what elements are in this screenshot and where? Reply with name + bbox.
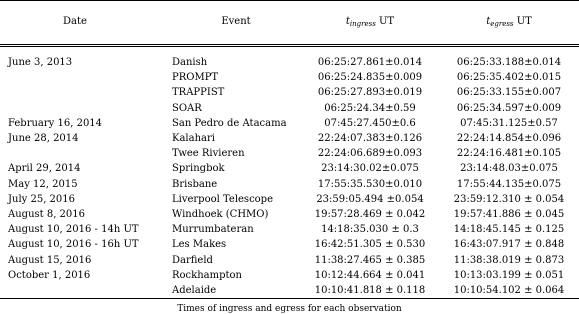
table-caption: Times of ingress and egress for each observation <box>177 304 402 314</box>
cell-event: Liverpool Telescope <box>172 193 274 205</box>
cell-event: San Pedro de Atacama <box>172 117 287 129</box>
header-rule-2 <box>0 46 579 47</box>
cell-egress: 07:45:31.125±0.57 <box>460 117 558 129</box>
cell-ingress: 23:14:30.02±0.075 <box>321 163 419 175</box>
cell-egress: 06:25:33.155±0.007 <box>456 87 562 99</box>
cell-egress: 06:25:35.402±0.015 <box>456 72 562 84</box>
cell-egress: 06:25:33.188±0.014 <box>456 57 562 68</box>
cell-event: Les Makes <box>172 239 227 251</box>
cell-date: August 10, 2016 - 16h UT <box>8 239 139 251</box>
cell-egress: 10:13:03.199 ± 0.051 <box>453 269 565 281</box>
cell-ingress: 06:25:24.835±0.009 <box>317 72 423 84</box>
bottom-rule <box>0 298 579 299</box>
top-rule <box>0 0 579 1</box>
cell-egress: 19:57:41.886 ± 0.045 <box>453 209 565 220</box>
cell-ingress: 11:38:27.465 ± 0.385 <box>314 254 426 266</box>
cell-ingress: 22:24:06.689±0.093 <box>317 148 423 160</box>
cell-date: August 15, 2016 <box>8 254 92 266</box>
cell-event: Darfield <box>172 254 213 266</box>
header-ingress <box>346 15 394 31</box>
cell-egress: 14:18:45.145 ± 0.125 <box>453 224 565 236</box>
cell-egress: 11:38:38.019 ± 0.873 <box>453 254 565 266</box>
cell-date: April 29, 2014 <box>8 163 81 175</box>
cell-egress: 23:14:48.03±0.075 <box>460 163 558 175</box>
header-egress-unit: UT <box>516 16 532 27</box>
cell-event: Windhoek (CHMO) <box>172 209 269 220</box>
cell-ingress: 10:10:41.818 ± 0.118 <box>314 285 426 296</box>
cell-egress: 22:24:14.854±0.096 <box>456 133 562 144</box>
cell-egress: 17:55:44.135±0.075 <box>456 178 562 190</box>
cell-event: Murrumbateran <box>172 224 254 236</box>
cell-ingress: 06:25:27.893±0.019 <box>317 87 423 99</box>
cell-event: Adelaide <box>172 285 217 296</box>
cell-date: August 10, 2016 - 14h UT <box>8 224 139 236</box>
cell-egress: 10:10:54.102 ± 0.064 <box>453 285 565 296</box>
cell-ingress: 06:25:24.34±0.59 <box>324 102 416 114</box>
header-ingress-unit: UT <box>379 16 395 27</box>
header-ingress-var: t <box>345 16 350 27</box>
cell-ingress: 17:55:35.530±0.010 <box>317 178 423 190</box>
cell-ingress: 07:45:27.450±0.6 <box>324 117 416 129</box>
cell-ingress: 22:24:07.383±0.126 <box>317 133 423 144</box>
cell-event: Danish <box>172 57 208 68</box>
cell-event: TRAPPIST <box>172 87 225 99</box>
cell-event: Brisbane <box>172 178 218 190</box>
cell-event: Springbok <box>172 163 225 175</box>
header-rule-1 <box>0 44 579 45</box>
cell-event: Twee Rivieren <box>172 148 245 160</box>
cell-date: February 16, 2014 <box>8 117 103 129</box>
cell-date: June 28, 2014 <box>8 133 79 144</box>
header-egress <box>486 15 532 31</box>
cell-event: Rockhampton <box>172 269 242 281</box>
header-egress-sub: egress <box>490 20 514 28</box>
cell-event: Kalahari <box>172 133 215 144</box>
header-date: Date <box>63 16 87 27</box>
cell-egress: 22:24:16.481±0.105 <box>456 148 562 160</box>
cell-event: SOAR <box>172 102 202 114</box>
cell-ingress: 16:42:51.305 ± 0.530 <box>314 239 426 251</box>
cell-date: June 3, 2013 <box>8 57 73 68</box>
header-event: Event <box>221 16 251 27</box>
cell-egress: 06:25:34.597±0.009 <box>456 102 562 114</box>
cell-egress: 16:43:07.917 ± 0.848 <box>453 239 565 251</box>
cell-date: October 1, 2016 <box>8 269 91 281</box>
cell-ingress: 19:57:28.469 ± 0.042 <box>314 209 426 220</box>
cell-event: PROMPT <box>172 72 219 84</box>
cell-ingress: 06:25:27.861±0.014 <box>317 57 423 68</box>
cell-ingress: 10:12:44.664 ± 0.041 <box>314 269 426 281</box>
cell-date: August 8, 2016 <box>8 209 86 220</box>
header-ingress-sub: ingress <box>349 20 376 28</box>
cell-date: July 25, 2016 <box>8 193 76 205</box>
header-egress-var: t <box>486 16 491 27</box>
cell-ingress: 14:18:35.030 ± 0.3 <box>321 224 419 236</box>
cell-egress: 23:59:12.310 ± 0.054 <box>453 193 565 205</box>
cell-ingress: 23:59:05.494 ±0.054 <box>316 193 424 205</box>
cell-date: May 12, 2015 <box>8 178 78 190</box>
